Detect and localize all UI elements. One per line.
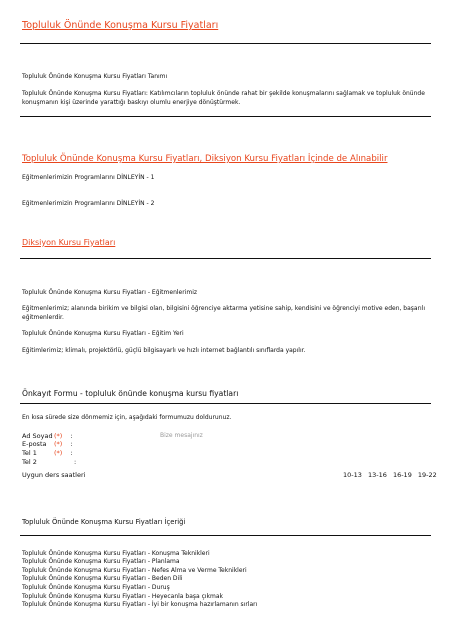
- instructors-body: Eğitmenlerimiz; alanında birikim ve bilgisi olan, bilgisini öğrenciye aktarma yetisine sahip, kendisini ve öğrenciyi motive eden, başarılı eğitmenlerdir.: [22, 305, 426, 321]
- location-body: Eğitimlerimiz; klimalı, projektörlü, güçlü bilgisayarlı ve hızlı internet bağlantılı sınıflarda yapılır.: [22, 347, 306, 354]
- list-item: Topluluk Önünde Konuşma Kursu Fiyatları - Beden Dili: [22, 575, 183, 582]
- hours-label: Uygun ders saatleri: [22, 471, 86, 479]
- message-textarea[interactable]: Bize mesajınız: [160, 432, 203, 439]
- instructors-heading: Topluluk Önünde Konuşma Kursu Fiyatları - Eğitmenlerimiz: [22, 289, 198, 296]
- location-heading: Topluluk Önünde Konuşma Kursu Fiyatları - Eğitim Yeri: [22, 330, 184, 337]
- field-colon: :: [70, 432, 73, 440]
- divider: [20, 43, 431, 44]
- form-instruction: En kısa sürede size dönmemiz için, aşağıdaki formumuzu doldurunuz.: [22, 414, 232, 421]
- contents-title: Topluluk Önünde Konuşma Kursu Fiyatları İçeriği: [22, 518, 186, 526]
- diksiyon-link[interactable]: Diksiyon Kursu Fiyatları: [22, 238, 116, 247]
- list-item: Topluluk Önünde Konuşma Kursu Fiyatları - Duruş: [22, 584, 170, 591]
- name-field[interactable]: [22, 432, 80, 440]
- hour-option-16-19[interactable]: 16-19: [392, 471, 412, 479]
- field-label: E-posta: [22, 440, 47, 448]
- list-item: Topluluk Önünde Konuşma Kursu Fiyatları - Nefes Alma ve Verme Teknikleri: [22, 567, 247, 574]
- listen-link-2[interactable]: Eğitmenlerimizin Programlarını DİNLEYİN - 2: [22, 200, 155, 207]
- list-item: Topluluk Önünde Konuşma Kursu Fiyatları - Planlama: [22, 558, 180, 565]
- hour-option-19-22[interactable]: 19-22: [417, 471, 437, 479]
- divider: [20, 116, 431, 117]
- divider: [20, 535, 431, 536]
- field-colon: :: [70, 440, 73, 448]
- hours-options: [343, 471, 437, 479]
- section-title-link[interactable]: Topluluk Önünde Konuşma Kursu Fiyatları, Diksiyon Kursu Fiyatları İçinde de Alınabilir: [22, 154, 388, 164]
- intro-heading: Topluluk Önünde Konuşma Kursu Fiyatları Tanımı: [22, 73, 168, 80]
- listen-link-1[interactable]: Eğitmenlerimizin Programlarını DİNLEYİN - 1: [22, 174, 155, 181]
- field-colon: :: [70, 449, 73, 457]
- form-title: Önkayıt Formu - topluluk önünde konuşma kursu fiyatları: [22, 389, 239, 398]
- intro-body: Topluluk Önünde Konuşma Kursu Fiyatları: Katılımcıların topluluk önünde rahat bir şekilde konuşmalarını sağlamak ve topluluk önünde konuşmanın kişi üzerinde yarattığı baskıyı olumlu enerjiye dönüştürmek.: [22, 90, 425, 106]
- phone2-field[interactable]: [22, 458, 84, 466]
- list-item: Topluluk Önünde Konuşma Kursu Fiyatları - Konuşma Teknikleri: [22, 550, 210, 557]
- divider: [20, 258, 431, 259]
- phone1-field[interactable]: [22, 449, 80, 457]
- email-field[interactable]: [22, 440, 80, 448]
- list-item: Topluluk Önünde Konuşma Kursu Fiyatları - Heyecanla başa çıkmak: [22, 593, 224, 600]
- required-marker: (*): [54, 432, 63, 440]
- field-label: Ad Soyad: [22, 432, 53, 440]
- divider: [20, 403, 431, 404]
- hour-option-10-13[interactable]: 10-13: [343, 471, 362, 479]
- field-colon: :: [74, 458, 77, 466]
- list-item: Topluluk Önünde Konuşma Kursu Fiyatları - İyi bir konuşma hazırlamanın sırları: [22, 601, 258, 608]
- page-title-link[interactable]: Topluluk Önünde Konuşma Kursu Fiyatları: [22, 20, 219, 31]
- field-label: Tel 1: [22, 449, 37, 457]
- required-marker: (*): [54, 449, 63, 457]
- required-marker: (*): [54, 440, 63, 448]
- field-label: Tel 2: [22, 458, 37, 466]
- hour-option-13-16[interactable]: 13-16: [367, 471, 387, 479]
